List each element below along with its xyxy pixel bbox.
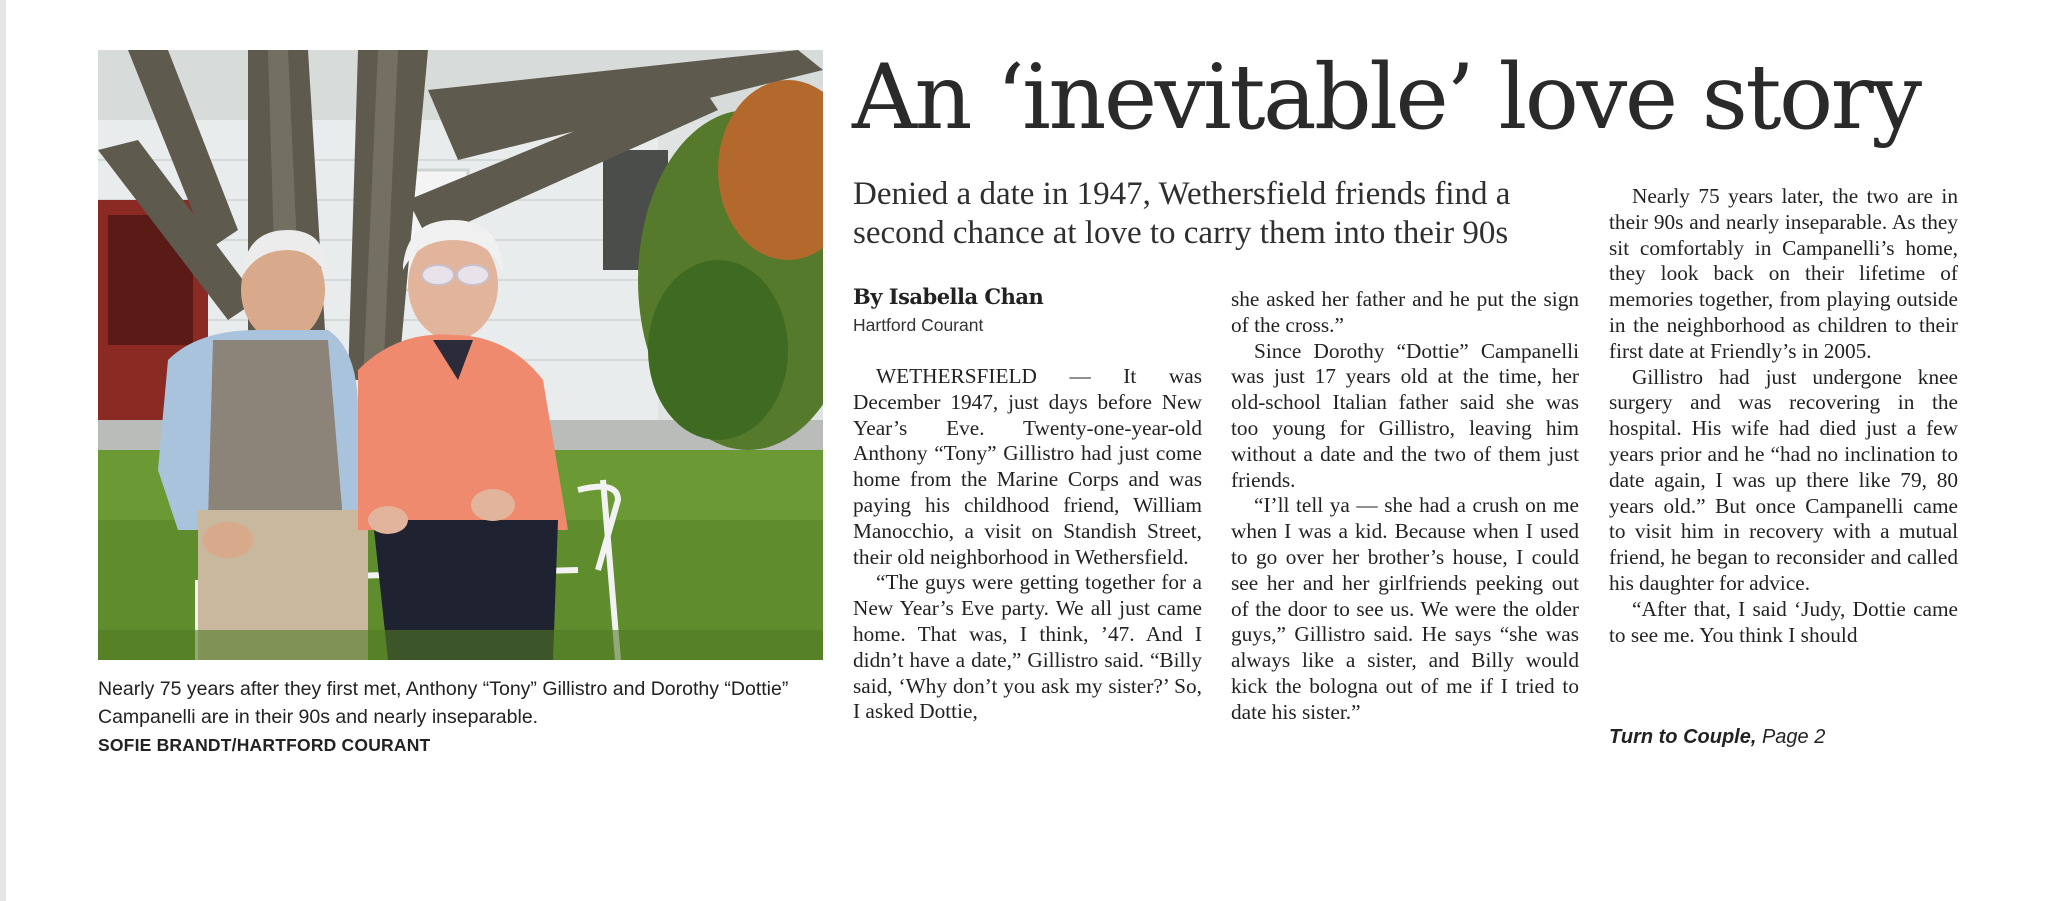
paragraph: she asked her father and he put the sign of the cross.” <box>1231 287 1579 337</box>
photo-credit: SOFIE BRANDT/HARTFORD COURANT <box>98 735 431 755</box>
article-photo <box>98 50 823 660</box>
paragraph: Nearly 75 years later, the two are in their 90s and nearly inseparable. As they sit comfortably in Campanelli’s home, they look back on their lifetime of memories together, from playing outside in the neighborhood as children to their first date at Friendly’s in 2005. <box>1609 184 1958 363</box>
headline: An ‘inevitable’ love story <box>852 45 1920 150</box>
page-edge <box>0 0 6 901</box>
article-column-2 <box>1231 287 1579 726</box>
paragraph: Since Dorothy “Dottie” Campanelli was just 17 years old at the time, her old-school Italian father said she was too young for Gillistro, leaving him without a date and the two of them just friends. <box>1231 338 1579 492</box>
article-column-3 <box>1609 184 1958 648</box>
photo-caption: Nearly 75 years after they first met, Anthony “Tony” Gillistro and Dorothy “Dottie” Campanelli are in their 90s and nearly inseparable. <box>98 678 789 728</box>
paragraph: “The guys were getting together for a New Year’s Eve party. We all just came home. That was, I think, ’47. And I didn’t have a date,” Gillistro said. “Billy said, ‘Why don’t you ask my sister?’ So, I asked Dottie, <box>853 570 1202 724</box>
paragraph: WETHERSFIELD — It was December 1947, just days before New Year’s Eve. Twenty-one-year-old Anthony “Tony” Gillistro had just come home from the Marine Corps and was paying his childhood friend, William Manocchio, a visit on Standish Street, their old neighborhood in Wethersfield. <box>853 364 1202 569</box>
byline: By Isabella Chan <box>853 284 1044 309</box>
paragraph: “After that, I said ‘Judy, Dottie came to see me. You think I should <box>1609 596 1958 647</box>
jump-label: Turn to Couple, <box>1609 726 1757 748</box>
paragraph: “I’ll tell ya — she had a crush on me when I was a kid. Because when I used to go over her brother’s house, I could see her and her girlfriends peeking out of the door to see us. We were the older guys,” Gillistro said. He says “she was always like a sister, and Billy would kick the bologna out of me if I tried to date his sister.” <box>1231 493 1579 724</box>
continuation-line <box>1609 726 1825 749</box>
paragraph: Gillistro had just undergone knee surgery and was recovering in the hospital. His wife had died just a few years prior and he “had no inclination to date again, I was up there like 79, 80 years old.” But once Campanelli came to visit him in recovery with a mutual friend, he began to reconsider and called his daughter for advice. <box>1609 364 1958 595</box>
photo-caption-block <box>98 675 828 759</box>
couple-photo-illustration <box>98 50 823 660</box>
jump-page: Page 2 <box>1756 726 1826 748</box>
article-column-1 <box>853 364 1202 725</box>
byline-affiliation: Hartford Courant <box>853 315 984 335</box>
subheadline: Denied a date in 1947, Wethersfield friends find a second chance at love to carry them into their 90s <box>853 176 1511 251</box>
